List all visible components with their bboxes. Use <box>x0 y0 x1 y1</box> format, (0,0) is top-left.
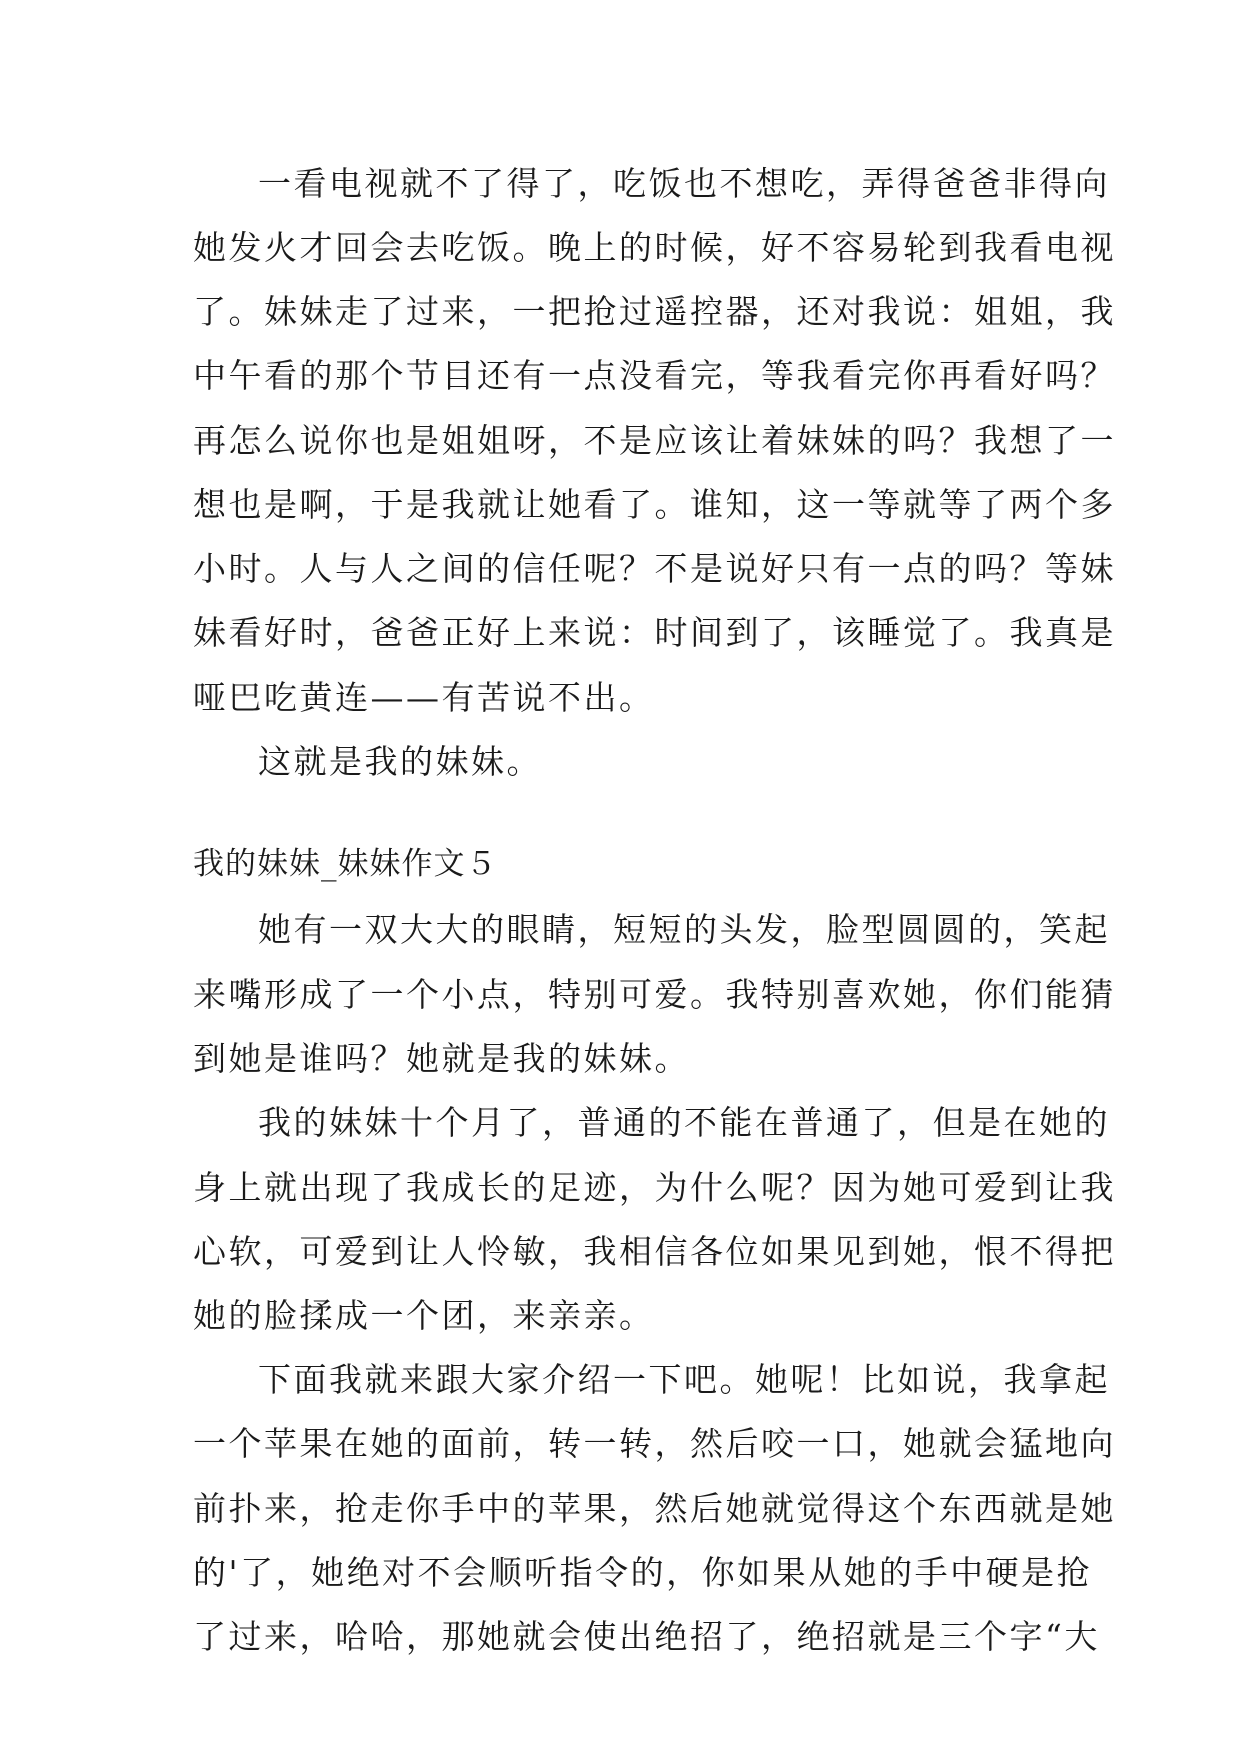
paragraph-line: 了过来，哈哈，那她就会使出绝招了，绝招就是三个字“大 <box>193 1617 1100 1656</box>
paragraph-line: 她发火才回会去吃饭。晚上的时候，好不容易轮到我看电视 <box>193 228 1116 267</box>
paragraph-line: 身上就出现了我成长的足迹，为什么呢？因为她可爱到让我 <box>193 1168 1116 1207</box>
paragraph-line: 一个苹果在她的面前，转一转，然后咬一口，她就会猛地向 <box>193 1424 1116 1463</box>
paragraph-line: 她有一双大大的眼睛，短短的头发，脸型圆圆的，笑起 <box>258 910 1110 949</box>
paragraph-line: 中午看的那个节目还有一点没看完，等我看完你再看好吗？ <box>193 356 1116 395</box>
paragraph-line: 来嘴形成了一个小点，特别可爱。我特别喜欢她，你们能猜 <box>193 975 1116 1014</box>
paragraph-line: 一看电视就不了得了，吃饭也不想吃，弄得爸爸非得向 <box>258 164 1110 203</box>
paragraph-line: 想也是啊，于是我就让她看了。谁知，这一等就等了两个多 <box>193 485 1116 524</box>
paragraph-line: 的'了，她绝对不会顺听指令的，你如果从她的手中硬是抢 <box>193 1553 1093 1592</box>
paragraph-line: 下面我就来跟大家介绍一下吧。她呢！比如说，我拿起 <box>258 1360 1110 1399</box>
paragraph-line: 我的妹妹十个月了，普通的不能在普通了，但是在她的 <box>258 1103 1110 1142</box>
paragraph-line: 她的脸揉成一个团，来亲亲。 <box>193 1296 655 1335</box>
paragraph-line: 小时。人与人之间的信任呢？不是说好只有一点的吗？等妹 <box>193 549 1116 588</box>
paragraph-line: 了。妹妹走了过来，一把抢过遥控器，还对我说：姐姐，我 <box>193 292 1116 331</box>
paragraph-line: 哑巴吃黄连——有苦说不出。 <box>193 678 655 717</box>
paragraph-line: 妹看好时，爸爸正好上来说：时间到了，该睡觉了。我真是 <box>193 613 1116 652</box>
paragraph-line: 到她是谁吗？她就是我的妹妹。 <box>193 1039 690 1078</box>
section-heading: 我的妹妹_妹妹作文５ <box>193 846 498 882</box>
paragraph-line: 心软，可爱到让人怜敏，我相信各位如果见到她，恨不得把 <box>193 1232 1116 1271</box>
paragraph-line: 前扑来，抢走你手中的苹果，然后她就觉得这个东西就是她 <box>193 1489 1116 1528</box>
paragraph-line: 这就是我的妹妹。 <box>258 742 542 781</box>
paragraph-line: 再怎么说你也是姐姐呀，不是应该让着妹妹的吗？我想了一 <box>193 421 1116 460</box>
